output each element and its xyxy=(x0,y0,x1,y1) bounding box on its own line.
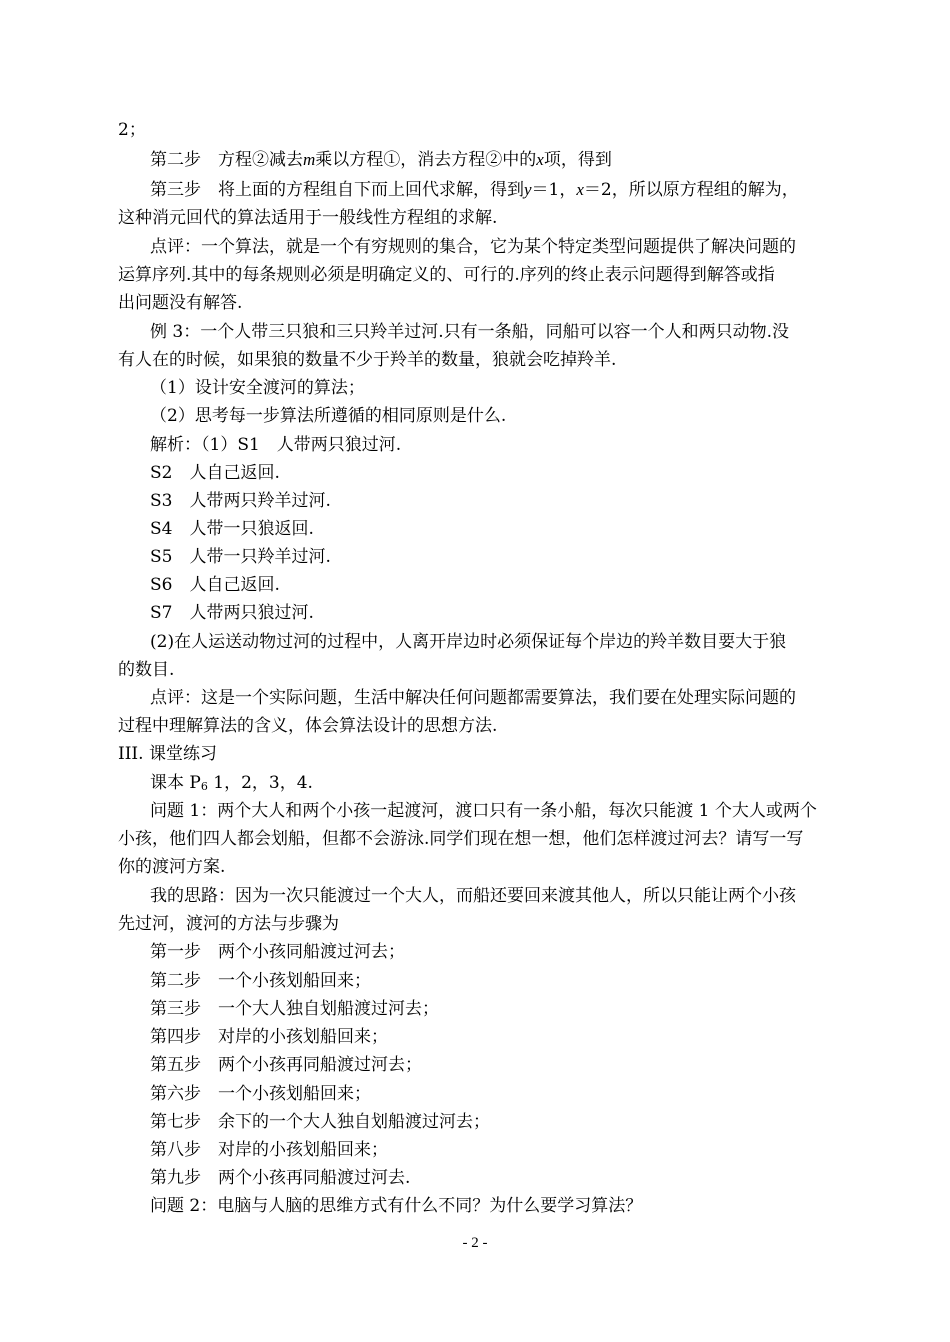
text-line: 第六步 一个小孩划船回来； xyxy=(150,1084,371,1104)
text-line: 第七步 余下的一个大人独自划船渡过河去； xyxy=(150,1112,490,1132)
math-variable: x xyxy=(536,150,544,169)
math-variable: y xyxy=(524,180,532,199)
text-line: 出问题没有解答. xyxy=(118,293,243,313)
text-span: ＝2，所以原方程组的解为， xyxy=(583,180,799,200)
text-line: 第四步 对岸的小孩划船回来； xyxy=(150,1027,388,1047)
text-line: 这种消元回代的算法适用于一般线性方程组的求解. xyxy=(118,208,498,228)
text-span: 第三步 将上面的方程组自下而上回代求解，得到 xyxy=(150,180,524,200)
text-line: 过程中理解算法的含义，体会算法设计的思想方法. xyxy=(118,716,498,736)
text-line: 第八步 对岸的小孩划船回来； xyxy=(150,1140,388,1160)
text-line: 解析：（1）S1 人带两只狼过河. xyxy=(150,435,402,455)
page-number: - 2 - xyxy=(462,1235,488,1251)
text-line: 问题 2：电脑与人脑的思维方式有什么不同？为什么要学习算法？ xyxy=(150,1196,643,1216)
text-line: 的数目. xyxy=(118,660,175,680)
text-line: S2 人自己返回. xyxy=(150,463,280,483)
text-line: 我的思路：因为一次只能渡过一个大人，而船还要回来渡其他人，所以只能让两个小孩 xyxy=(150,886,796,906)
text-line: 运算序列.其中的每条规则必须是明确定义的、可行的.序列的终止表示问题得到解答或指 xyxy=(118,265,775,285)
text-line: 有人在的时候，如果狼的数量不少于羚羊的数量，狼就会吃掉羚羊. xyxy=(118,350,617,370)
math-variable: x xyxy=(576,180,584,199)
text-line: 先过河，渡河的方法与步骤为 xyxy=(118,914,339,934)
text-line xyxy=(150,176,870,204)
text-line: 2； xyxy=(118,120,146,140)
text-line: 第二步 一个小孩划船回来； xyxy=(150,971,371,991)
text-span: 第二步 方程②减去 xyxy=(150,150,303,170)
text-line: (2)在人运送动物过河的过程中，人离开岸边时必须保证每个岸边的羚羊数目要大于狼 xyxy=(150,632,787,652)
text-line xyxy=(150,146,870,174)
text-line: 例 3：一个人带三只狼和三只羚羊过河.只有一条船，同船可以容一个人和两只动物.没 xyxy=(150,322,790,342)
subscript: 6 xyxy=(200,780,208,793)
text-line: 第三步 一个大人独自划船渡过河去； xyxy=(150,999,439,1019)
text-span: 1，2，3，4. xyxy=(207,773,313,793)
text-line: S5 人带一只羚羊过河. xyxy=(150,547,331,567)
text-span: 项，得到 xyxy=(543,150,612,170)
text-line: 第五步 两个小孩再同船渡过河去； xyxy=(150,1055,422,1075)
text-line: 点评：这是一个实际问题，生活中解决任何问题都需要算法，我们要在处理实际问题的 xyxy=(150,688,796,708)
text-line: S7 人带两只狼过河. xyxy=(150,603,314,623)
text-line: 问题 1：两个大人和两个小孩一起渡河，渡口只有一条小船，每次只能渡 1 个大人或两个 xyxy=(150,801,817,821)
text-span: 乘以方程①，消去方程②中的 xyxy=(315,150,537,170)
text-line: S6 人自己返回. xyxy=(150,575,280,595)
text-span: ＝1， xyxy=(531,180,577,200)
text-line: S3 人带两只羚羊过河. xyxy=(150,491,331,511)
text-line: （1）设计安全渡河的算法； xyxy=(150,378,365,398)
text-line: 小孩，他们四人都会划船，但都不会游泳.同学们现在想一想，他们怎样渡过河去？请写一写 xyxy=(118,829,804,849)
text-line: 第九步 两个小孩再同船渡过河去. xyxy=(150,1168,411,1188)
text-line: 点评：一个算法，就是一个有穷规则的集合，它为某个特定类型问题提供了解决问题的 xyxy=(150,237,796,257)
text-line: S4 人带一只狼返回. xyxy=(150,519,314,539)
text-span: 课本 P xyxy=(150,773,201,793)
text-line: （2）思考每一步算法所遵循的相同原则是什么. xyxy=(150,406,507,426)
text-line: 第一步 两个小孩同船渡过河去； xyxy=(150,942,405,962)
section-heading: III. 课堂练习 xyxy=(118,744,217,764)
text-line: 你的渡河方案. xyxy=(118,857,226,877)
math-variable: m xyxy=(303,150,316,169)
